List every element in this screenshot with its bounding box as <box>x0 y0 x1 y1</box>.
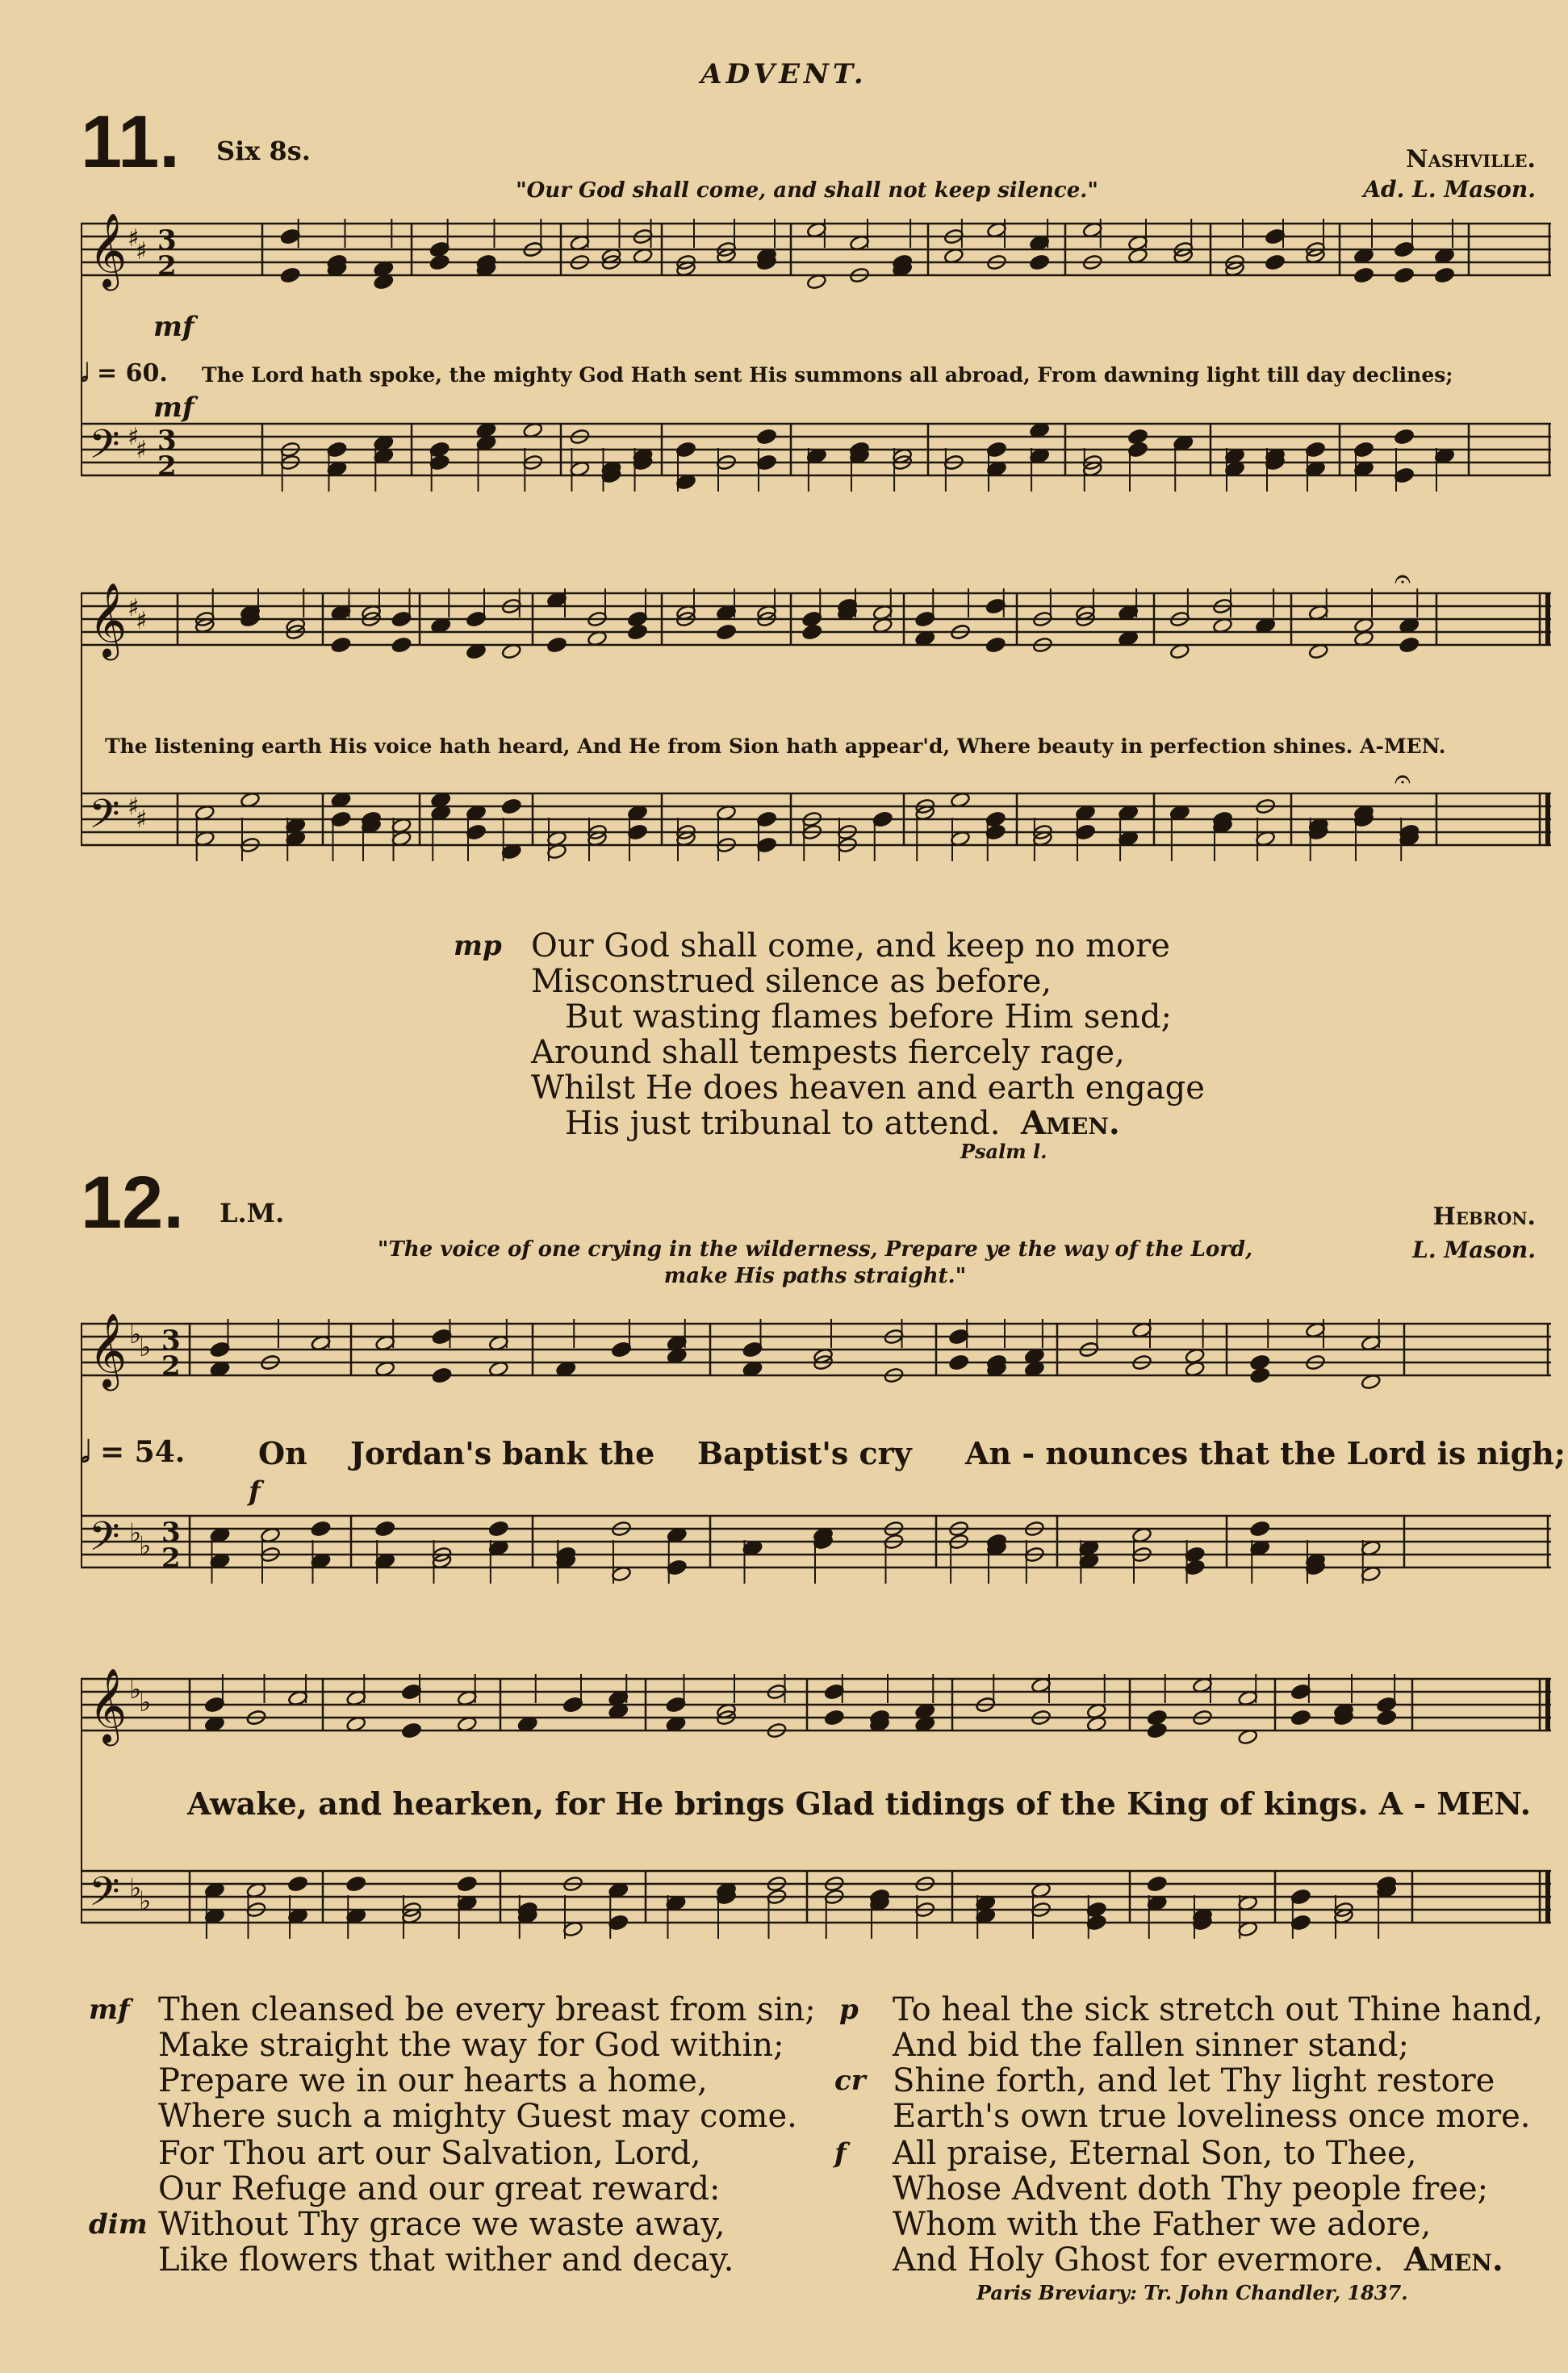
note-head <box>802 624 822 641</box>
svg-text:2: 2 <box>157 450 177 483</box>
note-head <box>1394 267 1414 284</box>
hymn-11-source: Psalm l. <box>960 1140 1047 1163</box>
hymn-12-system-1 <box>81 1308 1566 1614</box>
hymn-12-verse-1 <box>158 1992 816 2134</box>
note-head <box>287 1876 307 1893</box>
note-head <box>1399 637 1420 654</box>
hymn-11-system-2 <box>81 569 1551 908</box>
svg-text:♭: ♭ <box>129 1873 142 1903</box>
hymn-12-verse-4-line-4-wrap <box>893 2242 1503 2278</box>
hymn-12-verse-3-line-4: Earth's own true loveliness once more. <box>893 2098 1531 2135</box>
note-head <box>429 454 449 471</box>
hymn-number-11: 11. <box>81 101 180 183</box>
svg-text:♯: ♯ <box>136 237 148 266</box>
svg-text:𝄢: 𝄢 <box>89 1513 120 1570</box>
svg-text:𝄞: 𝄞 <box>89 582 128 657</box>
hymn-12-composer: L. Mason. <box>1412 1237 1536 1263</box>
svg-text:♯: ♯ <box>136 607 148 635</box>
hymn-12-verse-2-line-3: Without Thy grace we waste away, <box>158 2206 725 2243</box>
hymn-11-dynamic-treble: mf <box>153 311 194 343</box>
hymn-11-verse-amen: Amen. <box>1020 1104 1120 1142</box>
hymn-11-verse-line-1: Our God shall come, and keep no more <box>531 927 1170 965</box>
svg-text:♭: ♭ <box>139 1530 152 1561</box>
note-head <box>1290 1684 1311 1701</box>
note-head <box>1250 1367 1270 1384</box>
svg-text:♯: ♯ <box>128 423 140 451</box>
svg-text:𝄢: 𝄢 <box>89 791 120 848</box>
note-head <box>1127 442 1148 458</box>
hymn-12-verse-4 <box>893 2136 1503 2278</box>
svg-text:𝄞: 𝄞 <box>89 1312 128 1387</box>
note-head <box>1290 1710 1311 1726</box>
note-head <box>985 811 1006 828</box>
hymn-12-verse-2-dynamic: dim <box>89 2208 148 2241</box>
svg-text:𝄐: 𝄐 <box>1394 569 1411 596</box>
note-head <box>331 811 351 828</box>
svg-text:♯: ♯ <box>128 224 140 253</box>
note-head <box>1265 228 1285 245</box>
page-header: ADVENT. <box>700 58 868 90</box>
hymn-12-verse-3-line-1: To heal the sick stretch out Thine hand, <box>893 1991 1544 2028</box>
note-head <box>756 811 776 828</box>
hymn-12-tune: Hebron. <box>1432 1203 1536 1231</box>
svg-text:♭: ♭ <box>129 1674 142 1705</box>
hymn-12-system-2 <box>81 1663 1551 1969</box>
note-head <box>280 267 300 284</box>
svg-text:3: 3 <box>161 1517 181 1549</box>
note-head <box>756 837 776 854</box>
note-head <box>501 798 521 815</box>
note-head <box>985 598 1006 615</box>
note-head <box>488 1521 508 1538</box>
hymn-11-verse-line-3: But wasting flames before Him send; <box>565 998 1172 1036</box>
note-head <box>915 611 935 628</box>
svg-text:♭: ♭ <box>139 1687 152 1718</box>
svg-text:𝄢: 𝄢 <box>89 421 120 478</box>
note-head <box>311 1521 331 1538</box>
hymn-12-tempo-value: = 54. <box>99 1435 186 1469</box>
hymn-12-lyric-1-c: the <box>599 1435 655 1471</box>
hymn-12-verse-1-line-3: Prepare we in our hearts a home, <box>158 2062 708 2099</box>
hymn-12-verse-3-line-2: And bid the fallen sinner stand; <box>893 2027 1409 2064</box>
hymn-12-verse-1-line-1: Then cleansed be every breast from sin; <box>158 1991 816 2028</box>
note-head <box>1290 1889 1311 1906</box>
hymn-11-verse <box>531 928 1205 1141</box>
note-head <box>401 1722 421 1739</box>
svg-text:♭: ♭ <box>129 1517 142 1548</box>
hymn-12-verse-1-line-2: Make straight the way for God within; <box>158 2027 784 2064</box>
svg-text:𝄞: 𝄞 <box>89 1668 128 1743</box>
note-head <box>331 637 351 654</box>
note-head <box>346 1876 366 1893</box>
hymn-12-verse-3-dynamic-cr: cr <box>834 2065 866 2097</box>
hymn-12-verse-3 <box>893 1992 1543 2134</box>
hymn-12-meter: L.M. <box>220 1198 285 1228</box>
note-head <box>1147 1876 1167 1893</box>
hymn-12-verse-1-dynamic: mf <box>89 1994 130 2026</box>
note-head <box>391 611 412 628</box>
note-head <box>1353 267 1374 284</box>
note-head <box>611 1341 631 1358</box>
note-head <box>608 1915 629 1931</box>
svg-text:2: 2 <box>161 1542 181 1575</box>
note-head <box>280 228 300 245</box>
note-head <box>756 429 776 446</box>
note-head <box>824 1684 844 1701</box>
note-head <box>374 1521 395 1538</box>
hymn-11-tempo: 𝅗𝅥 = 60. <box>81 359 168 387</box>
note-head <box>1394 429 1414 446</box>
note-head <box>1185 1546 1205 1563</box>
hymn-12-tempo: 𝅗𝅥 = 54. <box>81 1435 186 1469</box>
note-head <box>948 1354 968 1371</box>
hymn-11-dynamic-bass: mf <box>153 391 194 424</box>
hymn-12-source: Paris Breviary: Tr. John Chandler, 1837. <box>976 2281 1408 2304</box>
hymn-12-verse-3-line-3: Shine forth, and let Thy light restore <box>893 2062 1495 2099</box>
note-head <box>457 1876 477 1893</box>
note-head <box>1127 429 1148 446</box>
hymn-11-verse-line-4: Around shall tempests fiercely rage, <box>531 1034 1125 1071</box>
hymn-12-verse-3-dynamic: p <box>839 1994 859 2026</box>
note-head <box>986 442 1006 458</box>
hymn-11-composer: Ad. L. Mason. <box>1363 176 1536 203</box>
hymn-11-system-1 <box>81 214 1551 529</box>
hymn-11-verse-line-6: His just tribunal to attend. <box>565 1105 1001 1142</box>
hymn-12-lyric-1-e: An - nounces that the Lord is nigh; <box>965 1435 1566 1471</box>
svg-text:♭: ♭ <box>129 1319 142 1350</box>
hymn-12-verse-4-line-4: And Holy Ghost for evermore. <box>893 2241 1384 2279</box>
hymn-12-dynamic-bass: f <box>249 1475 261 1508</box>
hymn-12-verse-4-line-3: Whom with the Father we adore, <box>893 2206 1432 2243</box>
note-head <box>627 824 647 841</box>
hymn-11-tune: Nashville. <box>1406 145 1536 174</box>
hymn-11-epigraph: "Our God shall come, and shall not keep silence." <box>516 178 1098 203</box>
note-head <box>204 1697 224 1714</box>
svg-text:♭: ♭ <box>139 1885 152 1916</box>
svg-text:3: 3 <box>157 224 177 257</box>
hymn-12-lyric-1-a: On <box>258 1435 307 1471</box>
hymn-11-lyric-line-1: The Lord hath spoke, the mighty God Hath sent His summons all abroad, From dawning light till day declines; <box>202 363 1453 387</box>
note-head <box>1376 1697 1396 1714</box>
note-head <box>429 254 449 271</box>
note-head <box>1086 1902 1106 1919</box>
hymn-12-verse-2-line-2: Our Refuge and our great reward: <box>158 2170 721 2208</box>
note-head <box>872 811 893 828</box>
note-head <box>432 1367 452 1384</box>
svg-text:2: 2 <box>157 250 177 282</box>
hymn-12-verse-1-line-4: Where such a mighty Guest may come. <box>158 2098 797 2135</box>
hymn-11-meter: Six 8s. <box>216 136 311 166</box>
svg-text:3: 3 <box>161 1325 181 1357</box>
note-head <box>802 611 822 628</box>
hymn-12-lyric-line-2: Awake, and hearken, for He brings Glad tidings of the King of kings. A - MEN. <box>187 1785 1531 1822</box>
svg-text:2: 2 <box>161 1350 181 1383</box>
hymn-12-verse-4-line-2: Whose Advent doth Thy people free; <box>893 2170 1489 2208</box>
hymn-12-verse-2 <box>158 2136 734 2278</box>
note-head <box>210 1341 230 1358</box>
hymn-12-verse-2-line-1: For Thou art our Salvation, Lord, <box>158 2135 701 2172</box>
note-head <box>1250 1521 1270 1538</box>
note-head <box>429 442 449 458</box>
note-head <box>466 824 486 841</box>
note-head <box>667 1559 687 1576</box>
note-head <box>391 637 412 654</box>
note-head <box>985 824 1006 841</box>
note-head <box>1147 1710 1167 1726</box>
note-head <box>1075 824 1095 841</box>
note-head <box>716 624 736 641</box>
hymn-12-verse-4-amen: Amen. <box>1403 2241 1503 2279</box>
hymn-number-12: 12. <box>81 1161 184 1244</box>
note-head <box>1305 442 1325 458</box>
svg-text:♭: ♭ <box>139 1332 152 1362</box>
hymn-12-verse-2-line-4: Like flowers that wither and decay. <box>158 2241 734 2279</box>
hymn-12-verse-4-dynamic: f <box>834 2137 847 2170</box>
note-head <box>1147 1722 1167 1739</box>
note-head <box>985 637 1006 654</box>
svg-text:𝄢: 𝄢 <box>89 1869 120 1925</box>
hymn-11-lyric-line-2: The listening earth His voice hath heard, And He from Sion hath appear'd, Where beauty in perfection shines. A-MEN. <box>105 734 1446 758</box>
note-head <box>562 1697 583 1714</box>
note-head <box>432 1329 452 1346</box>
note-head <box>1434 267 1454 284</box>
note-head <box>627 611 647 628</box>
note-head <box>1086 1915 1106 1931</box>
note-head <box>675 442 696 458</box>
hymn-12-epigraph: "The voice of one crying in the wilderness, Prepare ye the way of the Lord, make His paths straight." <box>377 1237 1253 1288</box>
hymn-12-lyric-1-b: Jordan's bank <box>350 1435 587 1471</box>
note-head <box>1394 241 1414 258</box>
note-head <box>1290 1915 1311 1931</box>
hymn-11-verse-dynamic: mp <box>454 930 502 962</box>
note-head <box>401 1684 421 1701</box>
svg-text:𝄐: 𝄐 <box>1394 763 1411 796</box>
note-head <box>627 624 647 641</box>
hymn-11-tempo-value: = 60. <box>96 359 168 387</box>
note-head <box>429 241 449 258</box>
hymn-12-verse-4-line-1: All praise, Eternal Son, to Thee, <box>893 2135 1417 2172</box>
note-head <box>824 1710 844 1726</box>
svg-text:♯: ♯ <box>128 594 140 622</box>
note-head <box>1029 254 1049 271</box>
note-head <box>666 1697 686 1714</box>
note-head <box>1394 467 1414 484</box>
note-head <box>742 1341 763 1358</box>
note-head <box>1353 442 1374 458</box>
note-head <box>546 637 567 654</box>
note-head <box>1185 1559 1205 1576</box>
note-head <box>948 1329 968 1346</box>
note-head <box>1376 1710 1396 1726</box>
svg-text:♯: ♯ <box>136 806 148 834</box>
note-head <box>1250 1354 1270 1371</box>
hymn-11-verse-line-6-wrap <box>531 1106 1205 1141</box>
svg-text:3: 3 <box>157 425 177 457</box>
hymn-11-verse-line-5: Whilst He does heaven and earth engage <box>531 1069 1205 1107</box>
note-head <box>756 454 776 471</box>
hymn-11-verse-line-2: Misconstrued silence as before, <box>531 963 1052 1000</box>
svg-text:♯: ♯ <box>136 436 148 464</box>
svg-text:♯: ♯ <box>128 793 140 821</box>
note-head <box>1265 254 1285 271</box>
svg-text:𝄞: 𝄞 <box>89 214 128 287</box>
hymn-12-lyric-1-d: Baptist's cry <box>697 1435 912 1471</box>
note-head <box>466 611 486 628</box>
note-head <box>327 442 347 458</box>
